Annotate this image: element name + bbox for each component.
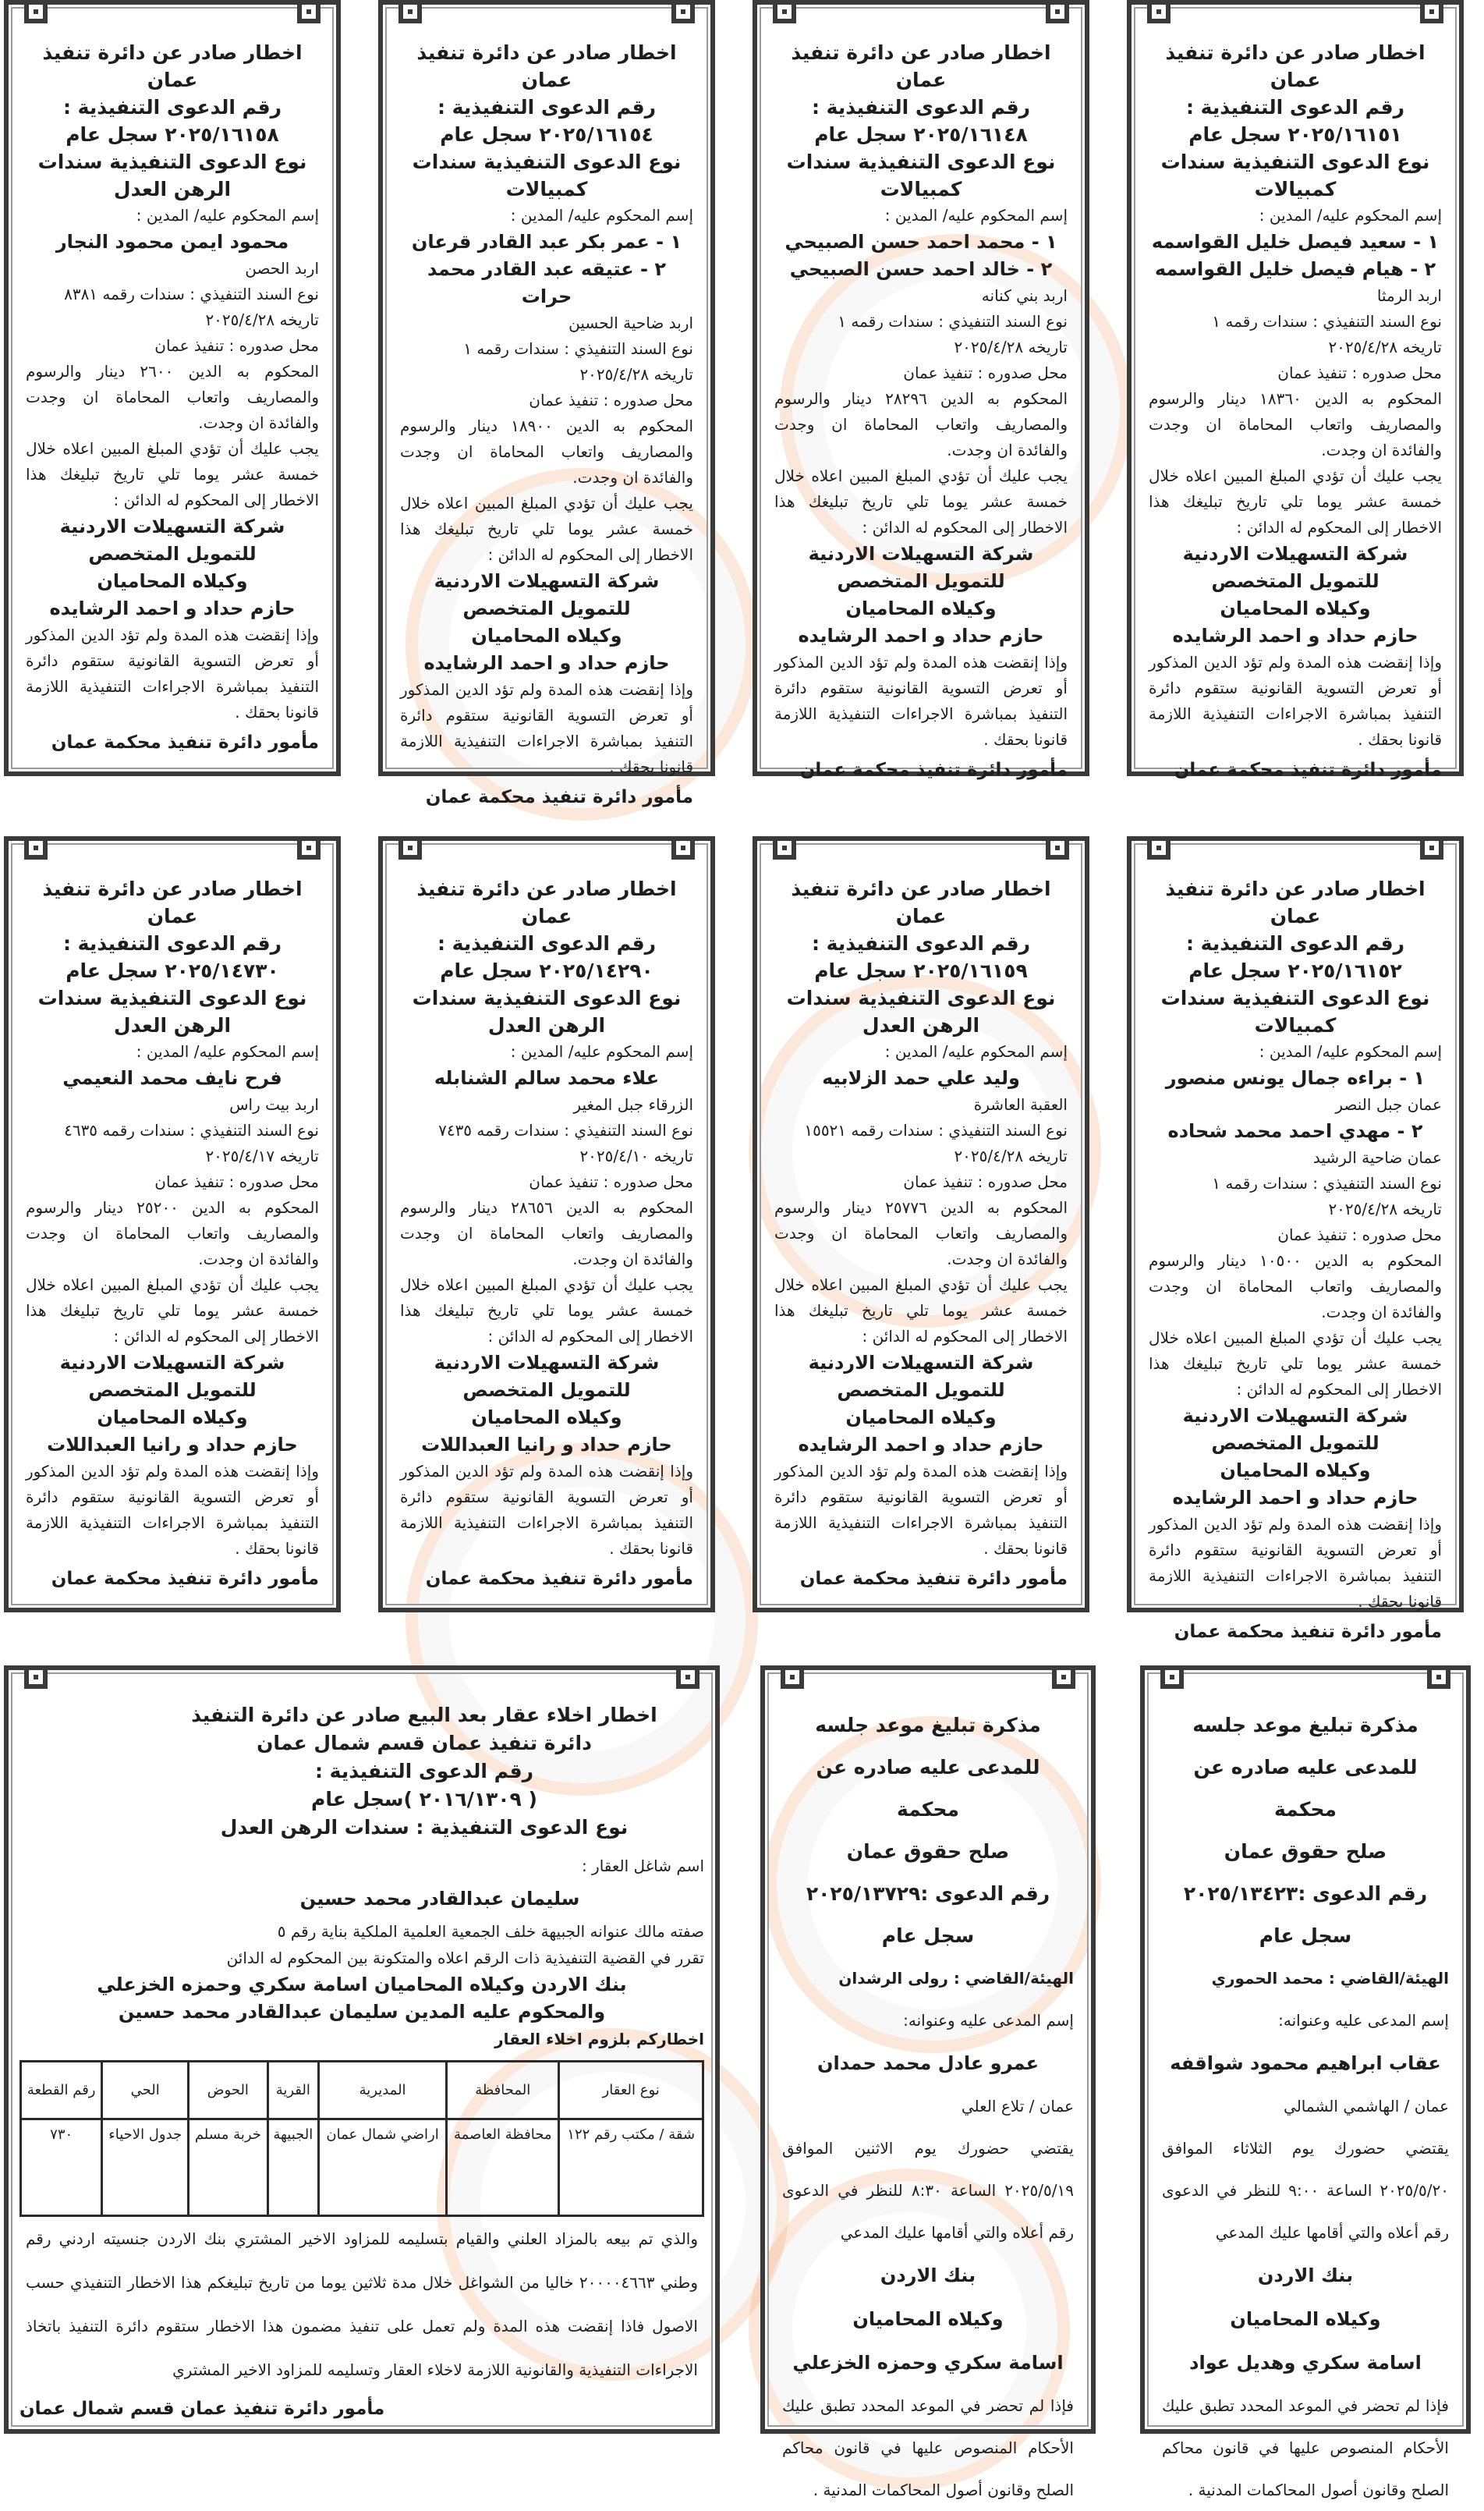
frame-ornament [398, 836, 422, 860]
warning-text: وإذا إنقضت هذه المدة ولم تؤد الدين المذكور أو تعرض التسوية القانونية ستقوم دائرة التنفيذ بمباشرة الاجراءات التنفيذية اللازمة قانونا بحقك . [1149, 1515, 1442, 1611]
instrument-line [400, 336, 693, 362]
amount-suffix: دينار والرسوم والمصاريف واتعاب المحاماة ان وجدت والفائدة ان وجدت. [774, 1198, 1068, 1268]
amount-prefix: المحكوم به الدين [188, 362, 320, 381]
defendant-name: عمرو عادل محمد حمدان [816, 2052, 1039, 2074]
instrument-number: ١ [1212, 312, 1221, 331]
issue-place: محل صدوره : تنفيذ عمان [1277, 364, 1442, 382]
table-cell: محافظة العاصمة [447, 2119, 559, 2216]
debt-amount-line [1149, 1248, 1442, 1325]
instrument-number: ٤٦٣٥ [64, 1121, 98, 1140]
notice-title: للمدعى عليه صادره عن محكمة [816, 1756, 1040, 1821]
agents-names: اسامة سكري وحمزه الخزعلي [792, 2352, 1064, 2374]
signature: مأمور دائرة تنفيذ محكمة عمان [425, 1569, 693, 1589]
table-header-row [21, 2062, 703, 2119]
creditor-name: شركة التسهيلات الاردنية للتمويل المتخصص [434, 570, 660, 619]
occupant-name: سليمان عبدالقادر محمد حسين [299, 1888, 580, 1910]
instrument-date-line [400, 362, 693, 388]
case-number: ٢٠٢٥/١٦١٥٤ سجل عام [440, 123, 653, 146]
date-label: تاريخه [1028, 338, 1068, 356]
table-header: رقم القطعة [21, 2062, 102, 2119]
notice-title: اخطار صادر عن دائرة تنفيذ عمان [416, 878, 677, 927]
creditor-name: شركة التسهيلات الاردنية للتمويل المتخصص [59, 1352, 285, 1401]
payment-notice: يجب عليك أن تؤدي المبلغ المبين اعلاه خلال خمسة عشر يوما تلي تاريخ تبليغك هذا الاخطار إلى المحكوم له الدائن : [26, 439, 319, 509]
creditor-name: شركة التسهيلات الاردنية للتمويل المتخصص [808, 1352, 1034, 1401]
table-header: نوع العقار [559, 2062, 703, 2119]
instrument-date-line [1149, 335, 1442, 360]
execution-notice [4, 836, 341, 1612]
notice-title: نوع الدعوى التنفيذية : سندات الرهن العدل [220, 1816, 629, 1839]
debt-amount-line [1149, 386, 1442, 463]
amount-suffix: دينار والرسوم والمصاريف واتعاب المحاماة ان وجدت والفائدة ان وجدت. [400, 1198, 693, 1268]
case-number: ٢٠٢٥/١٤٢٩٠ سجل عام [440, 959, 653, 982]
instrument-line [774, 1118, 1068, 1144]
debtor-name: ٢ - هيام فيصل خليل القواسمه [1154, 258, 1436, 280]
amount-prefix: المحكوم به الدين [940, 1198, 1068, 1217]
case-type: نوع الدعوى التنفيذية سندات كمبيالات [1160, 987, 1430, 1037]
instrument-number: ١ [1212, 1174, 1221, 1193]
payment-notice: يجب عليك أن تؤدي المبلغ المبين اعلاه خلال خمسة عشر يوما تلي تاريخ تبليغك هذا الاخطار إلى المحكوم له الدائن : [774, 1275, 1068, 1346]
case-type: نوع الدعوى التنفيذية سندات كمبيالات [1160, 151, 1430, 200]
instrument-date-line [774, 335, 1068, 360]
notice-title: صلح حقوق عمان [846, 1840, 1010, 1863]
debtor-name: ١ - محمد احمد حسن الصبيحي [785, 231, 1057, 253]
frame-ornament [297, 836, 321, 860]
court-session-notice [760, 1665, 1096, 2499]
debt-amount-line [26, 1195, 319, 1272]
debtor-address: اربد الرمثا [1376, 286, 1442, 305]
notice-title: اخطار صادر عن دائرة تنفيذ عمان [416, 41, 677, 91]
agents-names: حازم حداد و احمد الرشايده [1172, 625, 1418, 647]
execution-notice [1127, 836, 1464, 1642]
instrument-date: ٢٠٢٥/٤/٢٨ [954, 338, 1024, 356]
debtor-name: فرح نايف محمد النعيمي [62, 1067, 282, 1089]
closing-text: فإذا لم تحضر في الموعد المحدد تطبق عليك الأحكام المنصوص عليها في قانون محاكم الصلح وقانون أصول المحاكمات المدنية . [782, 2396, 1074, 2499]
debt-amount: ٢٨٢٩٦ [885, 389, 927, 408]
amount-suffix: دينار والرسوم والمصاريف واتعاب المحاماة ان وجدت والفائدة ان وجدت. [1149, 389, 1442, 459]
instrument-date: ٢٠٢٥/٤/٢٨ [1328, 1200, 1398, 1218]
case-label: رقم الدعوى التنفيذية : [437, 932, 657, 955]
date-label: تاريخه [1402, 1200, 1442, 1218]
case-number: ٢٠٢٥/١٦١٤٨ سجل عام [814, 123, 1028, 146]
case-number: ٢٠٢٥/١٦١٥٢ سجل عام [1188, 959, 1402, 982]
instrument-date: ٢٠٢٥/٤/٢٨ [954, 1147, 1024, 1165]
table-cell: جدول الاحياء [102, 2119, 189, 2216]
frame-ornament [676, 1665, 699, 1689]
amount-suffix: دينار والرسوم والمصاريف واتعاب المحاماة ان وجدت والفائدة ان وجدت. [774, 389, 1068, 459]
amount-prefix: المحكوم به الدين [1314, 1251, 1443, 1270]
notice-title: مذكرة تبليغ موعد جلسه [815, 1714, 1041, 1736]
warning-text: وإذا إنقضت هذه المدة ولم تؤد الدين المذكور أو تعرض التسوية القانونية ستقوم دائرة التنفيذ بمباشرة الاجراءات التنفيذية اللازمة قانونا بحقك . [774, 653, 1068, 749]
instrument-date-line [774, 1144, 1068, 1169]
agents-names: حازم حداد و احمد الرشايده [798, 1434, 1044, 1456]
debt-amount: ١٨٩٠٠ [511, 417, 553, 435]
payment-notice: يجب عليك أن تؤدي المبلغ المبين اعلاه خلال خمسة عشر يوما تلي تاريخ تبليغك هذا الاخطار إلى المحكوم له الدائن : [1149, 466, 1442, 537]
signature: مأمور دائرة تنفيذ عمان قسم شمال عمان [19, 2399, 385, 2419]
frame-ornament [398, 0, 422, 23]
case-number: ٢٠٢٥/١٤٧٣٠ سجل عام [66, 959, 279, 982]
case-label: رقم الدعوى التنفيذية : [1185, 932, 1405, 955]
notice-title: اخطار صادر عن دائرة تنفيذ عمان [791, 878, 1051, 927]
instrument-label: نوع السند التنفيذي : سندات رقمه [1225, 312, 1442, 331]
debt-amount-line [26, 359, 319, 436]
instrument-number: ١٥٥٢١ [804, 1121, 847, 1140]
issue-place: محل صدوره : تنفيذ عمان [529, 1172, 693, 1191]
case-type: نوع الدعوى التنفيذية سندات الرهن العدل [412, 987, 682, 1037]
frame-ornament [297, 0, 321, 23]
amount-prefix: المحكوم به الدين [565, 1198, 694, 1217]
instrument-date-line [1149, 1197, 1442, 1222]
table-cell: الجبيهة [267, 2119, 318, 2216]
instrument-label: نوع السند التنفيذي : سندات رقمه [851, 312, 1068, 331]
agents-names: حازم حداد و احمد الرشايده [1172, 1487, 1418, 1509]
plaintiff-name: بنك الاردن [1257, 2265, 1354, 2286]
occupant-capacity: صفته مالك عنوانه الجبيهة خلف الجمعية العلمية الملكية بناية رقم ٥ [277, 1922, 704, 1941]
debtor-label: إسم المحكوم عليه/ المدين : [1259, 206, 1442, 225]
signature: مأمور دائرة تنفيذ محكمة عمان [1174, 760, 1442, 780]
notice-title: دائرة تنفيذ عمان قسم شمال عمان [257, 1732, 592, 1754]
table-cell: شقة / مكتب رقم ١٢٢ [559, 2119, 703, 2216]
debtor-address: الزرقاء جبل المغير [573, 1095, 693, 1114]
hearing-date: يقتضي حضورك يوم الثلاثاء الموافق ٢٠٢٥/٥/٢٠ الساعة ٩:٠٠ [1162, 2139, 1449, 2200]
instrument-date-line [400, 1144, 693, 1169]
debt-amount-line [774, 386, 1068, 463]
execution-notice [753, 836, 1089, 1612]
debtor-label: إسم المحكوم عليه/ المدين : [1259, 1042, 1442, 1061]
debtor-name: ١ - سعيد فيصل خليل القواسمه [1151, 231, 1440, 253]
date-label: تاريخه [1028, 1147, 1068, 1165]
defendant-address: عمان / تلاع العلي [961, 2097, 1074, 2116]
payment-notice: يجب عليك أن تؤدي المبلغ المبين اعلاه خلال خمسة عشر يوما تلي تاريخ تبليغك هذا الاخطار إلى المحكوم له الدائن : [400, 494, 693, 564]
debt-amount: ٢٨٦٥٦ [511, 1198, 553, 1217]
debtor-name: ١ - عمر بكر عبد القادر قرعان [411, 231, 682, 253]
payment-notice: يجب عليك أن تؤدي المبلغ المبين اعلاه خلال خمسة عشر يوما تلي تاريخ تبليغك هذا الاخطار إلى المحكوم له الدائن : [1149, 1328, 1442, 1399]
instrument-line [400, 1118, 693, 1144]
notice-title: رقم الدعوى التنفيذية : [314, 1760, 534, 1782]
instrument-line [1149, 309, 1442, 335]
notice-title: اخطار صادر عن دائرة تنفيذ عمان [1165, 878, 1426, 927]
case-number: رقم الدعوى :٢٠٢٥/١٣٤٢٣ [1183, 1882, 1428, 1905]
debtor-label: إسم المحكوم عليه/ المدين : [136, 1042, 319, 1061]
frame-ornament [671, 0, 695, 23]
notice-title: اخطار اخلاء عقار بعد البيع صادر عن دائرة التنفيذ [191, 1704, 657, 1726]
instrument-line [26, 282, 319, 307]
signature: مأمور دائرة تنفيذ محكمة عمان [425, 787, 693, 807]
date-label: تاريخه [1402, 338, 1442, 356]
frame-ornament [1420, 836, 1443, 860]
hearing-date: يقتضي حضورك يوم الاثنين الموافق ٢٠٢٥/٥/١٩ الساعة ٨:٣٠ [782, 2139, 1074, 2200]
execution-notice [4, 0, 341, 776]
agents-names: حازم حداد و احمد الرشايده [423, 652, 670, 674]
execution-notice [1127, 0, 1464, 780]
registry: سجل عام [881, 1924, 975, 1947]
issue-place: محل صدوره : تنفيذ عمان [903, 364, 1068, 382]
instrument-date-line [26, 307, 319, 333]
frame-ornament [1420, 0, 1443, 23]
creditor-name: شركة التسهيلات الاردنية للتمويل المتخصص [1182, 1405, 1408, 1454]
court-session-notice [1140, 1665, 1471, 2499]
agents-label: وكيلاه المحاميان [1220, 1459, 1371, 1481]
agents-label: وكيلاه المحاميان [1220, 598, 1371, 619]
frame-ornament [773, 836, 796, 860]
debtor-name: ٢ - خالد احمد حسن الصبيحي [789, 258, 1053, 280]
debt-amount: ٢٦٠٠ [140, 362, 174, 381]
agents-label: وكيلاه المحاميان [471, 1406, 622, 1428]
debtor-label: إسم المحكوم عليه/ المدين : [510, 206, 693, 225]
debtor-address: اربد ضاحية الحسين [568, 314, 693, 332]
debtor-name: محمود ايمن محمود النجار [55, 231, 289, 253]
defendant-name: عقاب ابراهيم محمود شواقفه [1170, 2052, 1441, 2074]
case-number: ٢٠٢٥/١٦١٥٩ سجل عام [814, 959, 1028, 982]
defendant-address: عمان / الهاشمي الشمالي [1284, 2097, 1449, 2116]
case-type: نوع الدعوى التنفيذية سندات كمبيالات [786, 151, 1056, 200]
instrument-number: ١ [838, 312, 847, 331]
instrument-label: نوع السند التنفيذي : سندات رقمه [102, 1121, 319, 1140]
debtor-label: إسم المحكوم عليه/ المدين : [884, 1042, 1068, 1061]
issue-place: محل صدوره : تنفيذ عمان [903, 1172, 1068, 1191]
debt-amount: ٢٥٢٠٠ [136, 1198, 179, 1217]
notice-title: مذكرة تبليغ موعد جلسه [1192, 1714, 1418, 1736]
payment-notice: يجب عليك أن تؤدي المبلغ المبين اعلاه خلال خمسة عشر يوما تلي تاريخ تبليغك هذا الاخطار إلى المحكوم له الدائن : [400, 1275, 693, 1346]
amount-prefix: المحكوم به الدين [1314, 389, 1443, 408]
instrument-label: نوع السند التنفيذي : سندات رقمه [1225, 1174, 1442, 1193]
instrument-label: نوع السند التنفيذي : سندات رقمه [476, 339, 693, 358]
issue-place: محل صدوره : تنفيذ عمان [1277, 1225, 1442, 1244]
judge: الهيئة/القاضي : رولى الرشدان [838, 1969, 1074, 1988]
notify-text: اخطاركم بلزوم اخلاء العقار [494, 2030, 704, 2048]
notice-title: اخطار صادر عن دائرة تنفيذ عمان [791, 41, 1051, 91]
instrument-line [774, 309, 1068, 335]
instrument-date: ٢٠٢٥/٤/١٧ [205, 1147, 275, 1165]
debt-amount: ١٨٣٦٠ [1259, 389, 1302, 408]
instrument-line [26, 1118, 319, 1144]
case-number: رقم الدعوى :٢٠٢٥/١٣٧٢٩ [806, 1882, 1050, 1905]
signature: مأمور دائرة تنفيذ محكمة عمان [1174, 1622, 1442, 1642]
warning-text: وإذا إنقضت هذه المدة ولم تؤد الدين المذكور أو تعرض التسوية القانونية ستقوم دائرة التنفيذ بمباشرة الاجراءات التنفيذية اللازمة قانونا بحقك . [26, 626, 319, 722]
execution-notice [753, 0, 1089, 780]
instrument-date: ٢٠٢٥/٤/٢٨ [579, 365, 650, 384]
date-label: تاريخه [279, 310, 319, 329]
payment-notice: يجب عليك أن تؤدي المبلغ المبين اعلاه خلال خمسة عشر يوما تلي تاريخ تبليغك هذا الاخطار إلى المحكوم له الدائن : [774, 466, 1068, 537]
agents-label: وكيلاه المحاميان [845, 1406, 997, 1428]
debt-amount: ٢٥٧٧٦ [885, 1198, 927, 1217]
case-type: نوع الدعوى التنفيذية سندات الرهن العدل [786, 987, 1056, 1037]
debtor-label: إسم المحكوم عليه/ المدين : [510, 1042, 693, 1061]
defendant-label: إسم المدعى عليه وعنوانه: [1278, 2011, 1449, 2030]
table-row [21, 2119, 703, 2216]
hearing-tail: للنظر في الدعوى رقم أعلاه والتي أقامها عليك المدعي [1162, 2181, 1449, 2242]
agents-label: وكيلاه المحاميان [852, 2308, 1004, 2330]
case-label: رقم الدعوى التنفيذية : [62, 932, 282, 955]
creditor-name: شركة التسهيلات الاردنية للتمويل المتخصص [59, 516, 285, 565]
warning-text: وإذا إنقضت هذه المدة ولم تؤد الدين المذكور أو تعرض التسوية القانونية ستقوم دائرة التنفيذ بمباشرة الاجراءات التنفيذية اللازمة قانونا بحقك . [26, 1462, 319, 1558]
case-label: رقم الدعوى التنفيذية : [1185, 96, 1405, 119]
debtor-name: ٢ - مهدي احمد محمد شحاده [1167, 1120, 1423, 1142]
frame-ornament [781, 1665, 804, 1689]
agents-names: حازم حداد و رانيا العبداللات [421, 1434, 672, 1456]
frame-ornament [671, 836, 695, 860]
issue-place: محل صدوره : تنفيذ عمان [154, 1172, 319, 1191]
agents-names: حازم حداد و احمد الرشايده [798, 625, 1044, 647]
eviction-body: والذي تم بيعه بالمزاد العلني والقيام بتسليمه للمزاود الاخير المشتري بنك الاردن جنسيته اردني رقم وطني ٢٠٠٠٠٤٦٦٣ خاليا من الشواغل خلال مدة ثلاثين يوما من تاريخ تبليغكم هذا الاخطار التنفيذي حسب الاصول فاذا إنقضت هذه المدة ولم تعمل على تنفيذ مضمون هذا الاخطار ستقوم دائرة التنفيذ باتخاذ الاجراءات التنفيذية والقانونية اللازمة لاخلاء العقار وتسليمه للمزاود الاخير المشتري [26, 2229, 699, 2379]
amount-suffix: دينار والرسوم والمصاريف واتعاب المحاماة ان وجدت والفائدة ان وجدت. [400, 417, 693, 487]
agents-label: وكيلاه المحاميان [97, 1406, 248, 1428]
date-label: تاريخه [653, 365, 693, 384]
hearing-text [782, 2127, 1074, 2254]
agents-label: وكيلاه المحاميان [97, 570, 248, 592]
frame-ornament [1160, 1665, 1184, 1689]
notice-title: صلح حقوق عمان [1224, 1840, 1387, 1863]
frame-ornament [24, 0, 48, 23]
hearing-text [1162, 2127, 1449, 2254]
case-label: رقم الدعوى التنفيذية : [62, 96, 282, 119]
debtor-address: اربد بيت راس [229, 1095, 319, 1114]
agents-names: حازم حداد و رانيا العبداللات [47, 1434, 298, 1456]
signature: مأمور دائرة تنفيذ محكمة عمان [51, 1569, 319, 1589]
plaintiff-name: بنك الاردن [880, 2265, 976, 2286]
creditor-name: شركة التسهيلات الاردنية للتمويل المتخصص [434, 1352, 660, 1401]
debtor-address: اربد بني كنانه [981, 286, 1068, 305]
creditor-name: شركة التسهيلات الاردنية للتمويل المتخصص [1182, 543, 1408, 592]
debtor-name: وليد علي حمد الزلابيه [822, 1067, 1020, 1089]
occupant-label: اسم شاغل العقار : [581, 1857, 704, 1875]
debtor-label: إسم المحكوم عليه/ المدين : [884, 206, 1068, 225]
execution-notice [378, 0, 715, 807]
amount-prefix: المحكوم به الدين [940, 389, 1068, 408]
judge: الهيئة/القاضي : محمد الحموري [1211, 1969, 1449, 1988]
notice-title: اخطار صادر عن دائرة تنفيذ عمان [42, 878, 303, 927]
debtor-address: عمان جبل النصر [1335, 1095, 1442, 1114]
frame-ornament [1052, 1665, 1075, 1689]
table-header: الحوض [189, 2062, 268, 2119]
date-label: تاريخه [653, 1147, 693, 1165]
instrument-number: ٨٣٨١ [64, 285, 98, 303]
warning-text: وإذا إنقضت هذه المدة ولم تؤد الدين المذكور أو تعرض التسوية القانونية ستقوم دائرة التنفيذ بمباشرة الاجراءات التنفيذية اللازمة قانونا بحقك . [774, 1462, 1068, 1558]
amount-suffix: دينار والرسوم والمصاريف واتعاب المحاماة ان وجدت والفائدة ان وجدت. [26, 362, 319, 432]
frame-ornament [773, 0, 796, 23]
registry: سجل عام [1259, 1924, 1352, 1947]
instrument-label: نوع السند التنفيذي : سندات رقمه [102, 285, 319, 303]
table-header: القرية [267, 2062, 318, 2119]
warning-text: وإذا إنقضت هذه المدة ولم تؤد الدين المذكور أو تعرض التسوية القانونية ستقوم دائرة التنفيذ بمباشرة الاجراءات التنفيذية اللازمة قانونا بحقك . [400, 680, 693, 776]
amount-suffix: دينار والرسوم والمصاريف واتعاب المحاماة ان وجدت والفائدة ان وجدت. [1149, 1251, 1442, 1321]
instrument-label: نوع السند التنفيذي : سندات رقمه [476, 1121, 693, 1140]
debt-amount-line [774, 1195, 1068, 1272]
decision-text: تقرر في القضية التنفيذية ذات الرقم اعلاه والمتكونة بين المحكوم له الدائن [226, 1949, 704, 1967]
instrument-date-line [26, 1144, 319, 1169]
debtor-name: ١ - براءه جمال يونس منصور [1165, 1067, 1426, 1089]
warning-text: وإذا إنقضت هذه المدة ولم تؤد الدين المذكور أو تعرض التسوية القانونية ستقوم دائرة التنفيذ بمباشرة الاجراءات التنفيذية اللازمة قانونا بحقك . [1149, 653, 1442, 749]
notice-title: اخطار صادر عن دائرة تنفيذ عمان [42, 41, 303, 91]
debtor-address: العقبة العاشرة [973, 1095, 1068, 1114]
table-header: المديرية [319, 2062, 447, 2119]
agents-label: وكيلاه المحاميان [471, 625, 622, 647]
agents-names: حازم حداد و احمد الرشايده [49, 598, 296, 619]
date-label: تاريخه [279, 1147, 319, 1165]
debt-amount-line [400, 413, 693, 491]
party-line: بنك الاردن وكيلاه المحاميان اسامة سكري وحمزه الخزعلي [97, 1974, 627, 1995]
debt-amount-line [400, 1195, 693, 1272]
hearing-tail: للنظر في الدعوى رقم أعلاه والتي أقامها عليك المدعي [782, 2181, 1074, 2242]
agents-label: وكيلاه المحاميان [845, 598, 997, 619]
frame-ornament [1046, 836, 1069, 860]
case-type: نوع الدعوى التنفيذية سندات الرهن العدل [37, 987, 307, 1037]
frame-ornament [1147, 836, 1171, 860]
debtor-label: إسم المحكوم عليه/ المدين : [136, 206, 319, 225]
case-label: رقم الدعوى التنفيذية : [811, 932, 1031, 955]
execution-notice [378, 836, 715, 1612]
table-header: المحافظة [447, 2062, 559, 2119]
agents-names: اسامة سكري وهديل عواد [1189, 2352, 1422, 2374]
case-number: ٢٠٢٥/١٦١٥١ سجل عام [1188, 123, 1402, 146]
case-number: ٢٠٢٥/١٦١٥٨ سجل عام [66, 123, 279, 146]
case-label: رقم الدعوى التنفيذية : [437, 96, 657, 119]
debtor-address: اربد الحصن [245, 259, 319, 278]
debtor-name: ٢ - عتيقه عبد القادر محمد حرات [427, 258, 667, 307]
instrument-date: ٢٠٢٥/٤/٢٨ [1328, 338, 1398, 356]
eviction-notice [4, 1665, 720, 2434]
creditor-name: شركة التسهيلات الاردنية للتمويل المتخصص [808, 543, 1034, 592]
instrument-date: ٢٠٢٥/٤/١٠ [579, 1147, 650, 1165]
instrument-date: ٢٠٢٥/٤/٢٨ [205, 310, 275, 329]
notice-title: اخطار صادر عن دائرة تنفيذ عمان [1165, 41, 1426, 91]
amount-suffix: دينار والرسوم والمصاريف واتعاب المحاماة ان وجدت والفائدة ان وجدت. [26, 1198, 319, 1268]
frame-ornament [1046, 0, 1069, 23]
amount-prefix: المحكوم به الدين [191, 1198, 320, 1217]
signature: مأمور دائرة تنفيذ محكمة عمان [799, 760, 1068, 780]
instrument-label: نوع السند التنفيذي : سندات رقمه [851, 1121, 1068, 1140]
table-cell: خربة مسلم [189, 2119, 268, 2216]
issue-place: محل صدوره : تنفيذ عمان [154, 336, 319, 355]
notice-title: للمدعى عليه صادره عن محكمة [1193, 1756, 1418, 1821]
instrument-line [1149, 1171, 1442, 1197]
table-header: الحي [102, 2062, 189, 2119]
instrument-number: ٧٤٣٥ [438, 1121, 473, 1140]
property-table [19, 2060, 704, 2217]
eviction-header [19, 1701, 704, 1842]
frame-ornament [1427, 1665, 1450, 1689]
signature: مأمور دائرة تنفيذ محكمة عمان [51, 732, 319, 753]
issue-place: محل صدوره : تنفيذ عمان [529, 391, 693, 410]
notice-title: ( ٢٠١٦/١٣٠٩ )سجل عام [311, 1788, 537, 1811]
signature: مأمور دائرة تنفيذ محكمة عمان [799, 1569, 1068, 1589]
closing-text: فإذا لم تحضر في الموعد المحدد تطبق عليك الأحكام المنصوص عليها في قانون محاكم الصلح وقانون أصول المحاكمات المدنية . [1162, 2396, 1449, 2499]
case-label: رقم الدعوى التنفيذية : [811, 96, 1031, 119]
agents-label: وكيلاه المحاميان [1230, 2308, 1381, 2330]
table-cell: اراضي شمال عمان [319, 2119, 447, 2216]
warning-text: وإذا إنقضت هذه المدة ولم تؤد الدين المذكور أو تعرض التسوية القانونية ستقوم دائرة التنفيذ بمباشرة الاجراءات التنفيذية اللازمة قانونا بحقك . [400, 1462, 693, 1558]
debt-amount: ١٠٥٠٠ [1259, 1251, 1302, 1270]
frame-ornament [24, 1665, 48, 1689]
case-type: نوع الدعوى التنفيذية سندات كمبيالات [412, 151, 682, 200]
debtor-name: علاء محمد سالم الشنابله [434, 1067, 660, 1089]
amount-prefix: المحكوم به الدين [565, 417, 694, 435]
frame-ornament [24, 836, 48, 860]
party-line: والمحكوم عليه المدين سليمان عبدالقادر محمد حسين [118, 2001, 606, 2023]
defendant-label: إسم المدعى عليه وعنوانه: [903, 2011, 1074, 2030]
case-type: نوع الدعوى التنفيذية سندات الرهن العدل [37, 151, 307, 200]
instrument-number: ١ [463, 339, 473, 358]
table-cell: ٧٣٠ [21, 2119, 102, 2216]
payment-notice: يجب عليك أن تؤدي المبلغ المبين اعلاه خلال خمسة عشر يوما تلي تاريخ تبليغك هذا الاخطار إلى المحكوم له الدائن : [26, 1275, 319, 1346]
frame-ornament [1147, 0, 1171, 23]
debtor-address: عمان ضاحية الرشيد [1312, 1148, 1442, 1167]
